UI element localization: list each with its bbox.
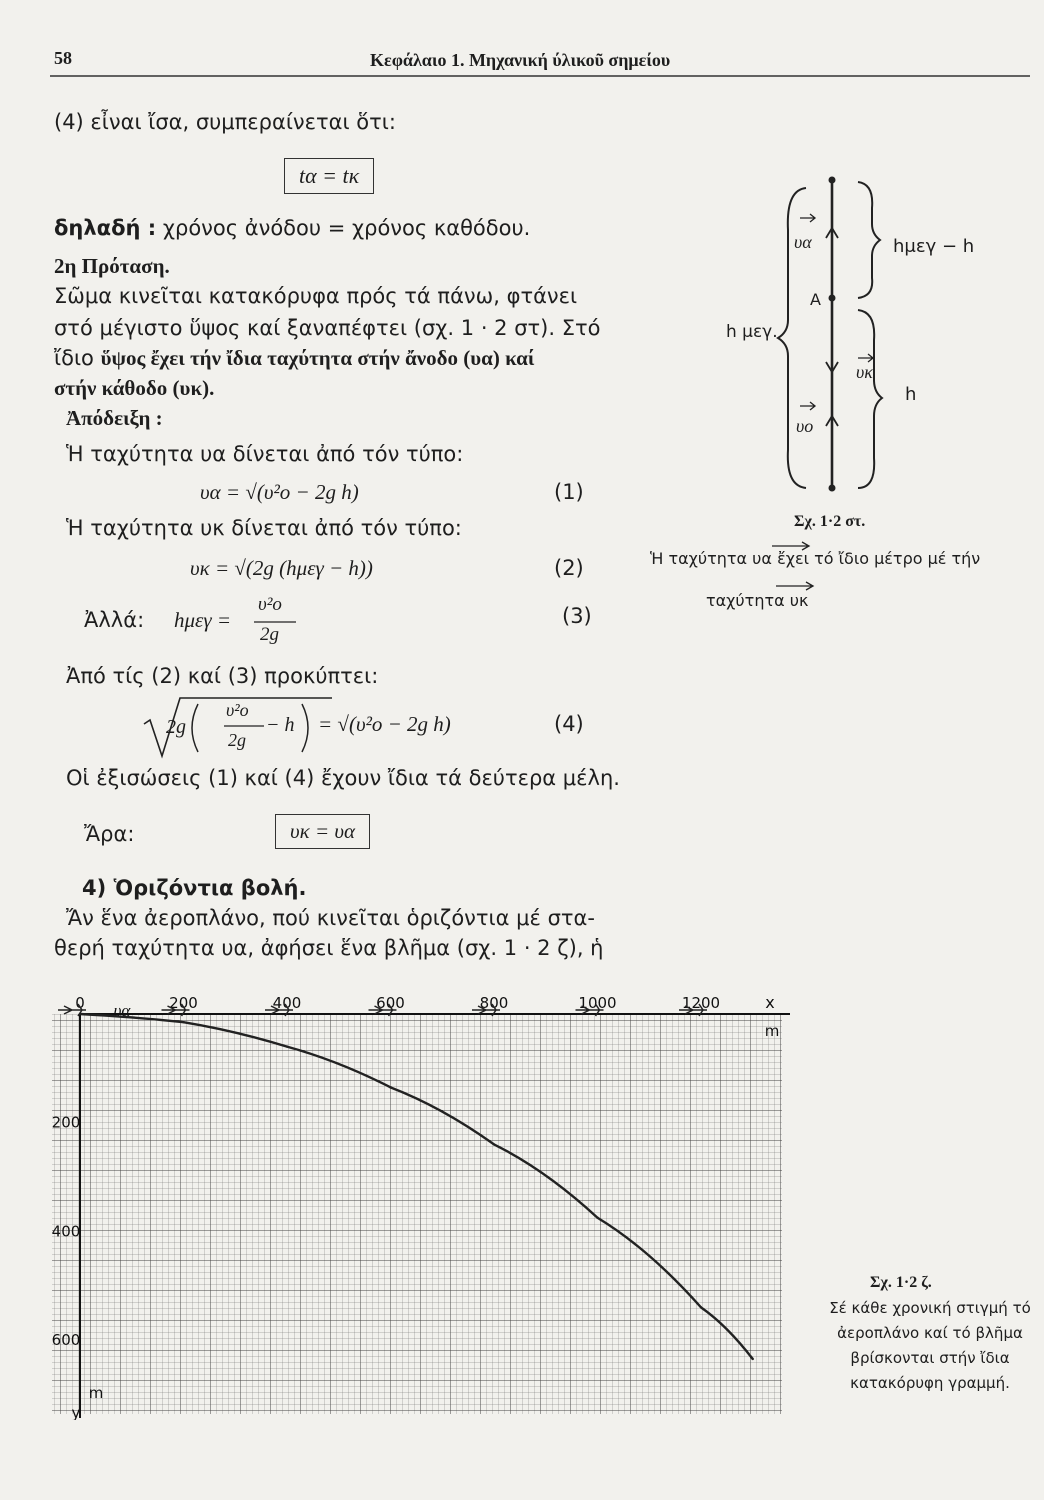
- chapter-title: Κεφάλαιο 1. Μηχανική ύλικοῦ σημείου: [370, 50, 671, 70]
- speed-a-text: Ἡ ταχύτητα υα δίνεται ἀπό τόν τύπο:: [66, 442, 464, 466]
- equation-2-number: (2): [554, 556, 584, 580]
- page-number: 58: [54, 48, 72, 68]
- y-tick-label: 400: [51, 1222, 81, 1241]
- equation-1-number: (1): [554, 480, 584, 504]
- prop2-line-3b: ὕψος ἔχει τήν ἴδια ταχύτητα στήν ἄνοδο (υα) καί: [100, 346, 535, 370]
- bottom-point: [829, 485, 836, 492]
- vec-mark-o: [800, 402, 815, 410]
- trajectory-point: [752, 1358, 754, 1360]
- trajectory-point: [79, 1013, 81, 1015]
- therefore-label: Ἄρα:: [84, 822, 135, 846]
- caption-vector-arrows: [768, 536, 828, 596]
- trajectory-chart: [0, 990, 800, 1420]
- velocity-a-arrow: [826, 228, 838, 250]
- equation-3-number: (3): [562, 604, 592, 628]
- x-tick-label: 1000: [578, 994, 617, 1012]
- figure-z-caption-title: Σχ. 1·2 ζ.: [870, 1274, 932, 1291]
- equations-text: Οἱ ἐξισώσεις (1) καί (4) ἔχουν ἴδια τά δεύτερα μέλη.: [66, 766, 620, 790]
- conclusion-label: δηλαδή :: [54, 216, 157, 240]
- vertical-throw-figure: [770, 170, 1010, 500]
- conclusion-text: χρόνος ἀνόδου = χρόνος καθόδου.: [162, 216, 531, 240]
- x-tick-label: 1200: [681, 994, 721, 1012]
- figure-st-caption-line-2: ταχύτητα υκ: [706, 591, 809, 610]
- point-A: [829, 295, 836, 302]
- equation-4-rhs: = √(υ²ο − 2g h): [318, 712, 451, 736]
- prop2-line-4: στήν κάθοδο (υκ).: [54, 376, 215, 400]
- equation-3-lhs: hμεγ =: [174, 608, 232, 632]
- section-4-line-1: Ἄν ἕνα ἀεροπλάνο, πού κινεῖται ὁριζόντια μέ στα-: [66, 906, 595, 930]
- y-tick-label: 200: [51, 1113, 81, 1132]
- x-tick-label: 0: [75, 994, 85, 1012]
- equation-1: υα = √(υ²ο − 2g h): [200, 480, 359, 504]
- top-point: [829, 177, 836, 184]
- medium-grid: [52, 1014, 782, 1414]
- equation-4-minus-h: − h: [266, 714, 295, 736]
- figure-st-caption-line-1: Ἡ ταχύτητα υα ἔχει τό ἴδιο μέτρο μέ τήν: [650, 549, 981, 568]
- label-velocity-o: υο: [796, 416, 814, 436]
- prop2-heading: 2η Πρόταση.: [54, 254, 170, 278]
- trajectory-point: [389, 1086, 391, 1088]
- equation-4-number: (4): [554, 712, 584, 736]
- header-rule: [50, 74, 1030, 82]
- section-4-heading: 4) Ὁριζόντια βολή.: [82, 876, 307, 900]
- trajectory-point: [182, 1021, 184, 1023]
- label-h: h: [905, 384, 917, 405]
- figure-z-caption-text: Σέ κάθε χρονική στιγμή τό ἀεροπλάνο καί τό βλῆμα βρίσκονται στήν ἴδια κατακόρυφη γραμμή.: [829, 1299, 1031, 1392]
- y-axis-unit: m: [88, 1384, 104, 1402]
- x-tick-label: 200: [169, 994, 198, 1012]
- velocity-o-arrow: [826, 416, 838, 438]
- label-point-A: A: [810, 290, 821, 309]
- trajectory-plot: [0, 990, 800, 1420]
- x-axis-unit: m: [764, 1022, 780, 1040]
- prop2-line-1: Σῶμα κινεῖται κατακόρυφα πρός τά πάνω, φτάνει: [54, 284, 578, 308]
- x-tick-label: 400: [272, 994, 302, 1012]
- label-hmeg: h μεγ.: [726, 322, 778, 342]
- equation-4-frac-den: 2g: [228, 730, 246, 750]
- vec-mark-a: [800, 214, 815, 222]
- trajectory-point: [596, 1217, 598, 1219]
- from-text: Ἀπό τίς (2) καί (3) προκύπτει:: [66, 664, 379, 688]
- equation-3-denominator: 2g: [260, 624, 279, 645]
- prop2-line-2: στό μέγιστο ὕψος καί ξαναπέφτει (σχ. 1 · 2 στ). Στό: [54, 316, 601, 340]
- prop2-line-3a: ἴδιο: [54, 346, 94, 370]
- speed-k-text: Ἡ ταχύτητα υκ δίνεται ἀπό τόν τύπο:: [66, 516, 462, 540]
- intro-line: (4) εἶναι ἴσα, συμπεραίνεται ὅτι:: [54, 110, 396, 134]
- result-box-times: tα = tκ: [284, 158, 374, 194]
- section-4-line-2: θερή ταχύτητα υα, ἀφήσει ἕνα βλῆμα (σχ. 1 · 2 ζ), ἡ: [54, 936, 604, 960]
- proof-heading: Ἀπόδειξη :: [66, 406, 163, 430]
- velocity-label: υα: [113, 1001, 131, 1020]
- label-velocity-a: υα: [794, 232, 812, 252]
- equation-4-2g: 2g: [166, 716, 186, 738]
- x-tick-label: 600: [376, 994, 405, 1012]
- trajectory-point: [286, 1045, 288, 1047]
- label-hmeg-minus-h: hμεγ − h: [893, 236, 975, 257]
- right-lower-brace: [858, 310, 882, 488]
- velocity-k-arrow: [826, 350, 838, 372]
- conclusion-line: [54, 216, 530, 240]
- figure-st-caption-title: Σχ. 1·2 στ.: [794, 513, 866, 530]
- equation-2: υκ = √(2g (hμεγ − h)): [190, 556, 373, 580]
- but-label: Ἀλλά:: [84, 608, 145, 632]
- y-axis-label: y: [71, 1404, 81, 1420]
- prop2-line-3: [54, 346, 534, 371]
- result-box-speeds: υκ = υα: [275, 814, 370, 849]
- x-tick-label: 800: [479, 994, 509, 1012]
- trajectory-point: [493, 1143, 495, 1145]
- x-axis-label: x: [765, 993, 775, 1012]
- right-upper-brace: [858, 182, 880, 298]
- trajectory-point: [700, 1306, 702, 1308]
- equation-3-numerator: υ²ο: [258, 594, 282, 615]
- vec-mark-k: [858, 354, 873, 362]
- equation-4-frac-num: υ²ο: [226, 700, 249, 720]
- y-tick-label: 600: [51, 1330, 81, 1349]
- label-velocity-k: υκ: [856, 362, 873, 382]
